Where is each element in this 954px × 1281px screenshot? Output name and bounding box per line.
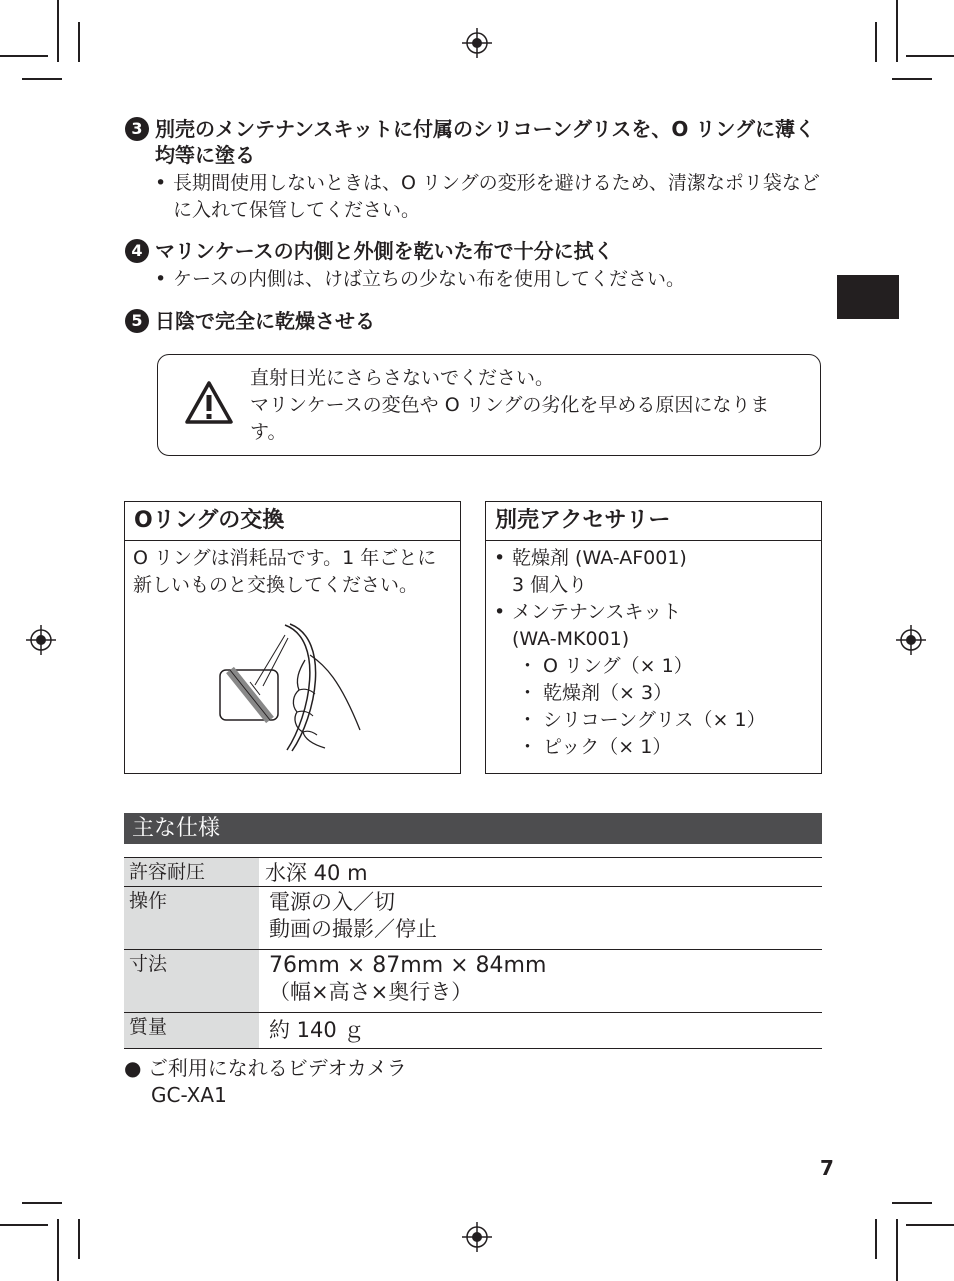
crop-mark <box>78 1219 80 1259</box>
kit-content-item: ・ O リング（× 1） <box>518 655 693 677</box>
crop-mark <box>22 1202 62 1204</box>
spec-value: 76mm × 87mm × 84mm <box>269 953 547 978</box>
spec-value: 動画の撮影／停止 <box>269 917 437 941</box>
spec-row <box>124 887 822 950</box>
compatible-label: ご利用になれるビデオカメラ <box>147 1056 407 1080</box>
accessory-item: • メンテナンスキット (WA-MK001) <box>494 601 682 650</box>
compatible-model: GC-XA1 <box>151 1083 227 1107</box>
step-number-badge: 5 <box>125 309 149 333</box>
crop-mark <box>906 1224 954 1226</box>
section-tab-marker <box>837 275 899 319</box>
box-title: 別売アクセサリー <box>486 502 821 541</box>
spec-value: 約 140 ｇ <box>269 1018 365 1042</box>
box-title: Oリングの交換 <box>125 502 460 541</box>
caution-line-1: 直射日光にさらさないでください。 <box>250 367 555 389</box>
registration-mark-icon <box>26 625 56 655</box>
crop-mark <box>0 55 48 57</box>
crop-mark <box>896 0 898 62</box>
step-number-badge: 3 <box>125 117 149 141</box>
spec-label: 質量 <box>124 1013 259 1048</box>
crop-mark <box>78 22 80 62</box>
spec-value: （幅×高さ×奥行き） <box>269 980 473 1004</box>
step-title: 別売のメンテナンスキットに付属のシリコーングリスを、O リングに薄く均等に塗る <box>155 117 815 167</box>
registration-mark-icon <box>462 1222 492 1252</box>
crop-mark <box>892 1202 932 1204</box>
crop-mark <box>57 1219 59 1281</box>
crop-mark <box>0 1224 48 1226</box>
spec-value: 水深 40 m <box>265 861 368 885</box>
warning-icon <box>184 380 234 426</box>
crop-mark <box>22 78 62 80</box>
crop-mark <box>906 55 954 57</box>
accessory-item: • 乾燥剤 (WA-AF001) 3 個入り <box>494 547 687 596</box>
crop-mark <box>57 0 59 62</box>
crop-mark <box>896 1219 898 1281</box>
step-3 <box>125 116 825 224</box>
kit-content-item: ・ 乾燥剤（× 3） <box>518 682 673 704</box>
registration-mark-icon <box>896 625 926 655</box>
step-note: • 長期間使用しないときは、O リングの変形を避けるため、清潔なポリ袋などに入れて保管してください。 <box>155 172 820 221</box>
box-text: O リングは消耗品です。1 年ごとに新しいものと交換してください。 <box>133 547 437 596</box>
step-number-badge: 4 <box>125 239 149 263</box>
spec-row <box>124 1013 822 1049</box>
specs-table <box>124 857 822 1049</box>
caution-box <box>157 354 821 456</box>
spec-row <box>124 950 822 1013</box>
step-title: 日陰で完全に乾燥させる <box>155 309 375 333</box>
specs-heading: 主な仕様 <box>124 813 822 844</box>
page-number: 7 <box>820 1156 834 1180</box>
spec-label: 許容耐圧 <box>124 858 259 886</box>
compatible-camera-note <box>124 1055 407 1109</box>
crop-mark <box>892 78 932 80</box>
bullet-icon: ● <box>124 1056 142 1080</box>
step-4 <box>125 238 825 293</box>
spec-label: 操作 <box>124 887 259 949</box>
oring-replacement-box <box>124 501 461 774</box>
oring-illustration-icon <box>215 620 375 755</box>
step-5 <box>125 308 825 334</box>
registration-mark-icon <box>462 28 492 58</box>
spec-value: 電源の入／切 <box>269 890 395 914</box>
kit-content-item: ・ ピック（× 1） <box>518 736 672 758</box>
spec-row <box>124 858 822 887</box>
optional-accessories-box <box>485 501 822 774</box>
step-note: • ケースの内側は、けば立ちの少ない布を使用してください。 <box>155 268 686 290</box>
kit-content-item: ・ シリコーングリス（× 1） <box>518 709 766 731</box>
caution-line-2: マリンケースの変色や O リングの劣化を早める原因になります。 <box>250 394 770 443</box>
kit-contents-list <box>494 653 815 761</box>
crop-mark <box>875 1219 877 1259</box>
step-title: マリンケースの内側と外側を乾いた布で十分に拭く <box>155 239 614 263</box>
crop-mark <box>875 22 877 62</box>
spec-label: 寸法 <box>124 950 259 1012</box>
